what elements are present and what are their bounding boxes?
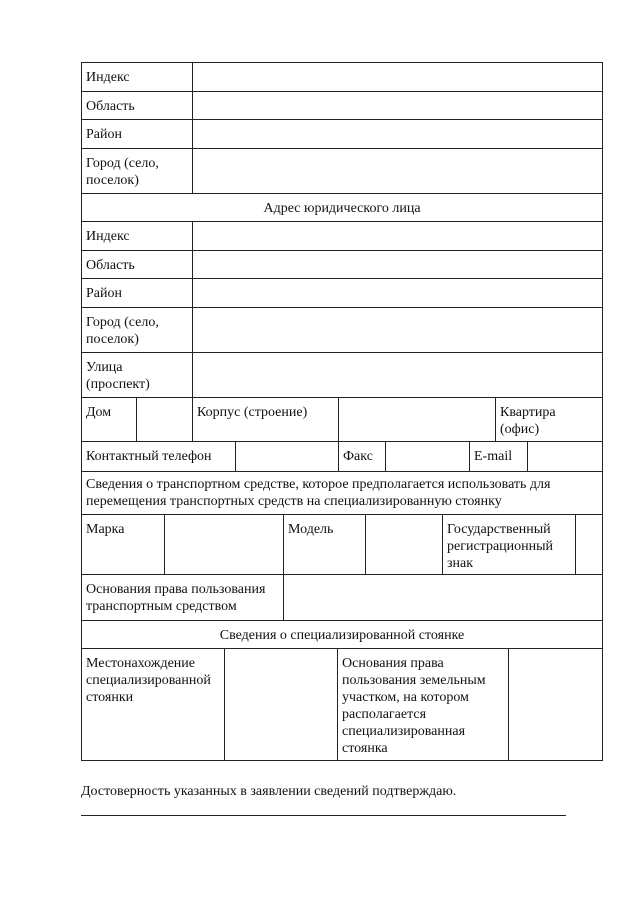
legal-city-label: Город (село, поселок) xyxy=(86,315,159,347)
row-district xyxy=(81,119,603,148)
brand-label: Марка xyxy=(86,522,125,537)
legal-index-field[interactable] xyxy=(192,222,602,250)
building-field[interactable] xyxy=(338,398,495,441)
district-label: Район xyxy=(86,127,122,142)
house-label: Дом xyxy=(86,405,112,420)
district-field[interactable] xyxy=(192,120,602,148)
usage-basis-label: Основания права пользования транспортным средством xyxy=(86,582,266,614)
row-legal-address-heading xyxy=(81,193,603,221)
row-region xyxy=(81,91,603,119)
row-city xyxy=(81,148,603,193)
model-field[interactable] xyxy=(365,515,442,574)
confirmation-text: Достоверность указанных в заявлении сведений подтверждаю. xyxy=(81,784,457,799)
land-basis-label: Основания права пользования земельным участком, на котором располагается специализированная стоянка xyxy=(337,649,508,760)
legal-district-field[interactable] xyxy=(192,279,602,307)
row-house xyxy=(81,397,603,441)
legal-region-label: Область xyxy=(86,258,135,273)
legal-address-heading: Адрес юридического лица xyxy=(263,201,421,216)
legal-index-label: Индекс xyxy=(86,229,130,244)
row-legal-city xyxy=(81,307,603,352)
city-label: Город (село, поселок) xyxy=(86,156,159,188)
row-legal-district xyxy=(81,278,603,307)
legal-region-field[interactable] xyxy=(192,251,602,278)
region-label: Область xyxy=(86,99,135,114)
email-field[interactable] xyxy=(527,442,602,471)
row-parking-details xyxy=(81,648,603,761)
house-field[interactable] xyxy=(136,398,192,441)
location-label: Местонахождение специализированной стоянки xyxy=(86,656,211,705)
brand-field[interactable] xyxy=(164,515,283,574)
plate-field[interactable] xyxy=(575,515,602,574)
model-label: Модель xyxy=(283,515,365,574)
usage-basis-field[interactable] xyxy=(283,575,602,620)
index-label: Индекс xyxy=(86,70,130,85)
phone-field[interactable] xyxy=(235,442,338,471)
row-contacts xyxy=(81,441,603,471)
row-vehicle-usage-basis xyxy=(81,574,603,620)
row-legal-street xyxy=(81,352,603,397)
street-label: Улица (проспект) xyxy=(86,360,150,392)
signature-line[interactable] xyxy=(81,815,566,816)
vehicle-heading: Сведения о транспортном средстве, которое предполагается использовать для перемещения транспортных средств на специализированную стоянку xyxy=(86,477,551,509)
legal-district-label: Район xyxy=(86,286,122,301)
application-form-table xyxy=(81,62,603,761)
plate-label: Государственный регистрационный знак xyxy=(442,515,575,574)
row-legal-index xyxy=(81,221,603,250)
land-basis-field[interactable] xyxy=(508,649,602,760)
email-label: E-mail xyxy=(469,442,527,471)
fax-label: Факс xyxy=(338,442,385,471)
city-field[interactable] xyxy=(192,149,602,193)
row-legal-region xyxy=(81,250,603,278)
row-vehicle-heading xyxy=(81,471,603,514)
location-field[interactable] xyxy=(224,649,337,760)
region-field[interactable] xyxy=(192,92,602,119)
fax-field[interactable] xyxy=(385,442,469,471)
building-label: Корпус (строение) xyxy=(192,398,338,441)
parking-heading: Сведения о специализированной стоянке xyxy=(219,628,465,643)
phone-label: Контактный телефон xyxy=(86,449,212,464)
row-parking-heading xyxy=(81,620,603,648)
row-index xyxy=(81,62,603,91)
street-field[interactable] xyxy=(192,353,602,397)
index-field[interactable] xyxy=(192,63,602,91)
legal-city-field[interactable] xyxy=(192,308,602,352)
apartment-label: Квартира (офис) xyxy=(495,398,602,441)
row-vehicle-details xyxy=(81,514,603,574)
